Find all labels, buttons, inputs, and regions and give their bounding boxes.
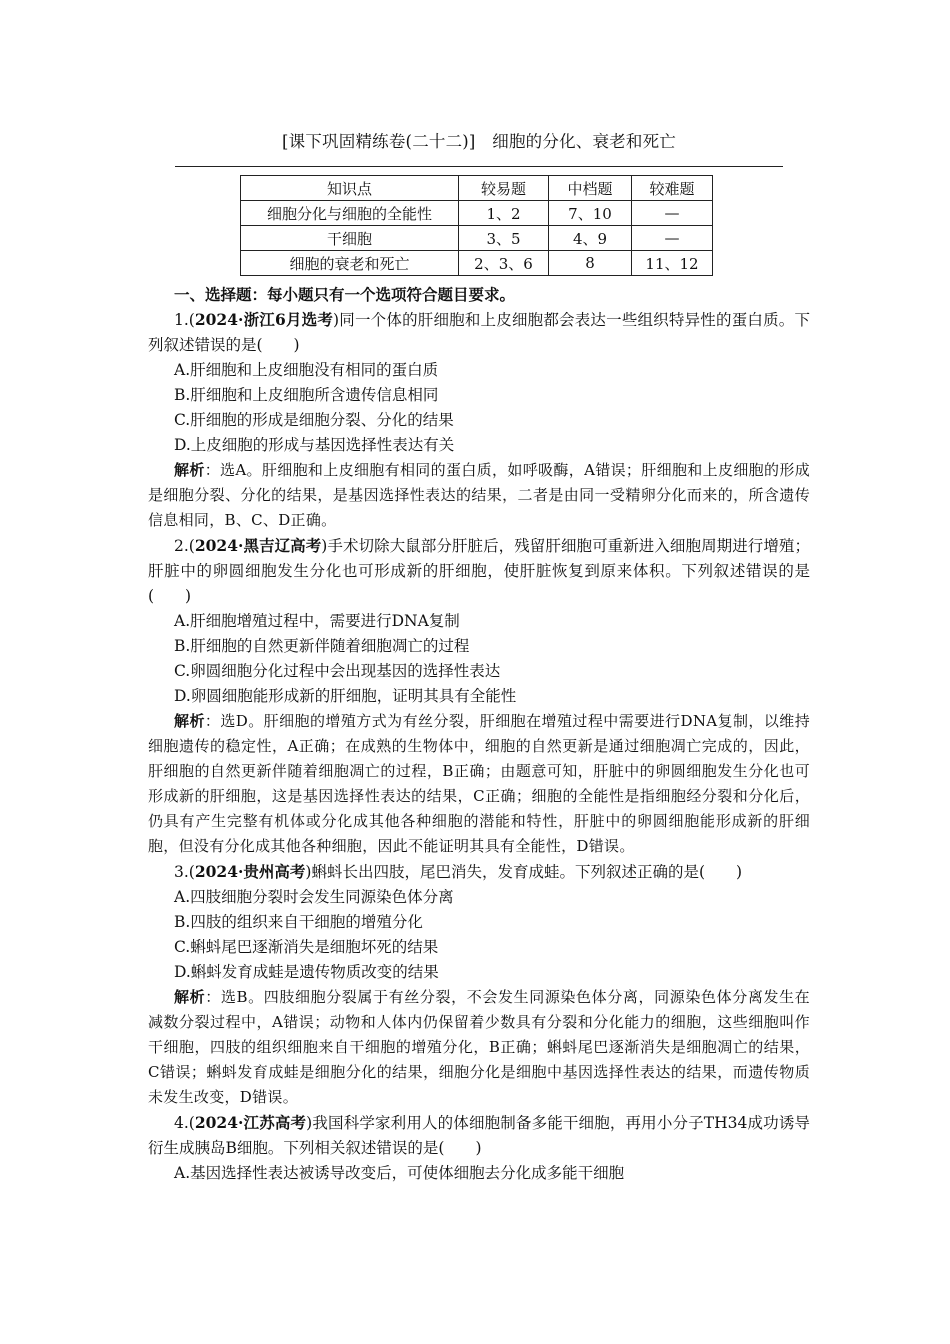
question-stem (148, 859, 810, 885)
table-row (241, 251, 713, 276)
option-c: C.卵圆细胞分化过程中会出现基因的选择性表达 (174, 662, 501, 680)
table-cell: 8 (549, 251, 632, 276)
document-body (148, 282, 810, 1186)
option-b: B.肝细胞的自然更新伴随着细胞凋亡的过程 (174, 637, 470, 655)
option-d: D.上皮细胞的形成与基因选择性表达有关 (174, 436, 455, 454)
knowledge-point-table (240, 175, 713, 276)
table-cell: 细胞分化与细胞的全能性 (241, 201, 459, 226)
analysis-label: 解析 (174, 988, 206, 1006)
table-row (241, 226, 713, 251)
title-divider (175, 166, 783, 167)
table-cell: 细胞的衰老和死亡 (241, 251, 459, 276)
page-title: [课下巩固精练卷(二十二)] 细胞的分化、衰老和死亡 (282, 132, 676, 151)
option-a: A.肝细胞和上皮细胞没有相同的蛋白质 (174, 361, 439, 379)
table-header-cell: 较难题 (632, 176, 713, 201)
table-cell: — (632, 226, 713, 251)
option-a: A.四肢细胞分裂时会发生同源染色体分离 (174, 888, 454, 906)
question-source: 2024·贵州高考 (194, 862, 306, 881)
table-header-cell: 较易题 (459, 176, 549, 201)
question-stem (148, 533, 810, 609)
analysis-text: ：选D。肝细胞的增殖方式为有丝分裂，肝细胞在增殖过程中需要进行DNA复制，以维持细胞遗传的稳定性，A正确；在成熟的生物体中，细胞的自然更新是通过细胞凋亡完成的，因此，肝细胞的自然更新伴随着细胞凋亡的过程，B正确；由题意可知，肝脏中的卵圆细胞发生分化也可形成新的肝细胞，这是基因选择性表达的结果，C正确；细胞的全能性是指细胞经分裂和分化后，仍具有产生完整有机体或分化成其他各种细胞的潜能和特性，肝脏中的卵圆细胞能形成新的肝细胞，但没有分化成其他各种细胞，因此不能证明其具有全能性，D错误。 (148, 712, 811, 855)
analysis (148, 985, 810, 1110)
question-stem (148, 1110, 810, 1161)
option-a: A.肝细胞增殖过程中，需要进行DNA复制 (174, 612, 460, 630)
option-d: D.卵圆细胞能形成新的肝细胞，证明其具有全能性 (174, 687, 517, 705)
table-header-row (241, 176, 713, 201)
table-cell: 3、5 (459, 226, 549, 251)
question-text: )同一个体的肝细胞和上皮细胞都会表达一些组织特异性的蛋白质。下列叙述错误的是( ) (148, 311, 810, 354)
option-b: B.肝细胞和上皮细胞所含遗传信息相同 (174, 386, 439, 404)
question-text: )蝌蚪长出四肢，尾巴消失，发育成蛙。下列叙述正确的是( ) (305, 863, 743, 881)
analysis-label: 解析 (174, 461, 205, 479)
option-c: C.蝌蚪尾巴逐渐消失是细胞坏死的结果 (174, 938, 439, 956)
table-cell: 4、9 (549, 226, 632, 251)
analysis-text: ：选A。肝细胞和上皮细胞有相同的蛋白质，如呼吸酶，A错误；肝细胞和上皮细胞的形成是细胞分裂、分化的结果，是基因选择性表达的结果，二者是由同一受精卵分化而来的，所含遗传信息相同，B、C、D正确。 (148, 461, 810, 529)
question-number: 3.( (174, 863, 195, 881)
table-cell: 7、10 (549, 201, 632, 226)
table-cell: 11、12 (632, 251, 713, 276)
question-stem (148, 307, 810, 358)
table-cell: 1、2 (459, 201, 549, 226)
question-text: )我国科学家利用人的体细胞制备多能干细胞，再用小分子TH34成功诱导衍生成胰岛B细胞。下列相关叙述错误的是( ) (148, 1114, 810, 1157)
table-row (241, 201, 713, 226)
question-number: 4.( (174, 1114, 195, 1132)
analysis (148, 458, 810, 533)
question-number: 2.( (174, 537, 195, 555)
question-source: 2024·浙江6月选考 (194, 310, 334, 329)
option-a: A.基因选择性表达被诱导改变后，可使体细胞去分化成多能干细胞 (174, 1164, 625, 1182)
option-c: C.肝细胞的形成是细胞分裂、分化的结果 (174, 411, 454, 429)
option-d: D.蝌蚪发育成蛙是遗传物质改变的结果 (174, 963, 439, 981)
table-cell: 2、3、6 (459, 251, 549, 276)
table-cell: 干细胞 (241, 226, 459, 251)
table-header-cell: 知识点 (241, 176, 459, 201)
section-heading: 一、选择题：每小题只有一个选项符合题目要求。 (174, 285, 516, 304)
analysis (148, 709, 810, 859)
option-b: B.四肢的组织来自干细胞的增殖分化 (174, 913, 423, 931)
question-source: 2024·江苏高考 (194, 1113, 307, 1132)
table-header-cell: 中档题 (549, 176, 632, 201)
analysis-text: ：选B。四肢细胞分裂属于有丝分裂，不会发生同源染色体分离，同源染色体分离发生在减数分裂过程中，A错误；动物和人体内仍保留着少数具有分裂和分化能力的细胞，这些细胞叫作干细胞，四肢的组织细胞来自干细胞的增殖分化，B正确；蝌蚪尾巴逐渐消失是细胞凋亡的结果，C错误；蝌蚪发育成蛙是细胞分化的结果，细胞分化是细胞中基因选择性表达的结果，而遗传物质未发生改变，D错误。 (148, 988, 810, 1106)
question-text: )手术切除大鼠部分肝脏后，残留肝细胞可重新进入细胞周期进行增殖；肝脏中的卵圆细胞发生分化也可形成新的肝细胞，使肝脏恢复到原来体积。下列叙述错误的是( ) (148, 537, 810, 605)
table-cell: — (632, 201, 713, 226)
question-number: 1.( (174, 311, 195, 329)
analysis-label: 解析 (174, 712, 205, 730)
question-source: 2024·黑吉辽高考 (194, 536, 322, 555)
